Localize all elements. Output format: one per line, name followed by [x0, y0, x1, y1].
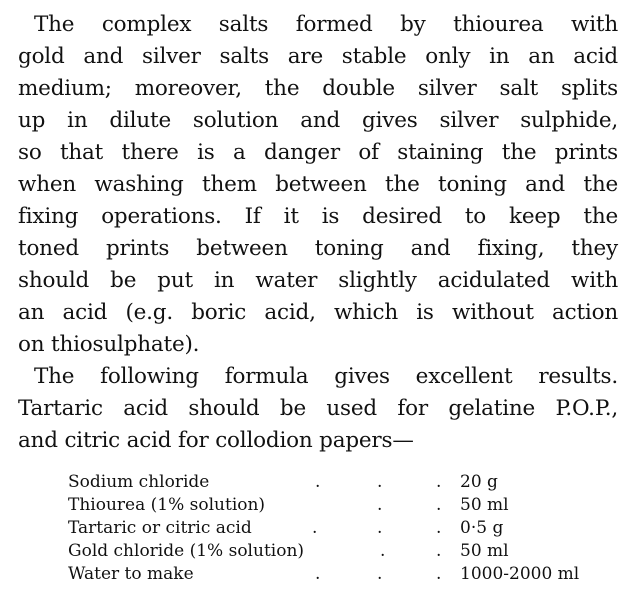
text-line: when washing them between the toning and the [18, 172, 618, 197]
formula-row [0, 516, 635, 540]
leader-dot: . [377, 472, 383, 492]
formula-row [0, 539, 635, 563]
text-line: so that there is a danger of staining the prints [18, 140, 618, 165]
leader-dot: . [315, 564, 321, 584]
ingredient-name: Tartaric or citric acid [68, 518, 252, 538]
ingredient-quantity: 50 ml [460, 495, 509, 515]
leader-dot: . [377, 518, 383, 538]
text-line: and citric acid for collodion papers— [18, 428, 414, 453]
ingredient-name: Sodium chloride [68, 472, 210, 492]
text-line: fixing operations. If it is desired to keep the [18, 204, 618, 229]
text-line: gold and silver salts are stable only in an acid [18, 44, 618, 69]
leader-dot: . [312, 518, 318, 538]
text-line: medium; moreover, the double silver salt splits [18, 76, 618, 101]
text-line: Tartaric acid should be used for gelatine P.O.P., [18, 396, 618, 421]
leader-dot: . [436, 495, 442, 515]
leader-dot: . [436, 564, 442, 584]
text-line: The following formula gives excellent results. [34, 364, 618, 389]
ingredient-name: Water to make [68, 564, 194, 584]
formula-row [0, 562, 635, 586]
leader-dot: . [436, 541, 442, 561]
leader-dot: . [377, 564, 383, 584]
formula-row [0, 493, 635, 517]
ingredient-quantity: 20 g [460, 472, 498, 492]
text-line: The complex salts formed by thiourea with [34, 12, 618, 37]
text-line: should be put in water slightly acidulated with [18, 268, 618, 293]
text-line: an acid (e.g. boric acid, which is without action [18, 300, 618, 325]
text-line: on thiosulphate). [18, 332, 200, 357]
text-line: up in dilute solution and gives silver sulphide, [18, 108, 618, 133]
text-line: toned prints between toning and fixing, they [18, 236, 618, 261]
ingredient-quantity: 1000-2000 ml [460, 564, 580, 584]
formula-row [0, 470, 635, 494]
leader-dot: . [380, 541, 386, 561]
leader-dot: . [436, 518, 442, 538]
ingredient-name: Gold chloride (1% solution) [68, 541, 305, 561]
leader-dot: . [436, 472, 442, 492]
leader-dot: . [377, 495, 383, 515]
ingredient-quantity: 50 ml [460, 541, 509, 561]
ingredient-quantity: 0·5 g [460, 518, 504, 538]
ingredient-name: Thiourea (1% solution) [68, 495, 266, 515]
leader-dot: . [315, 472, 321, 492]
